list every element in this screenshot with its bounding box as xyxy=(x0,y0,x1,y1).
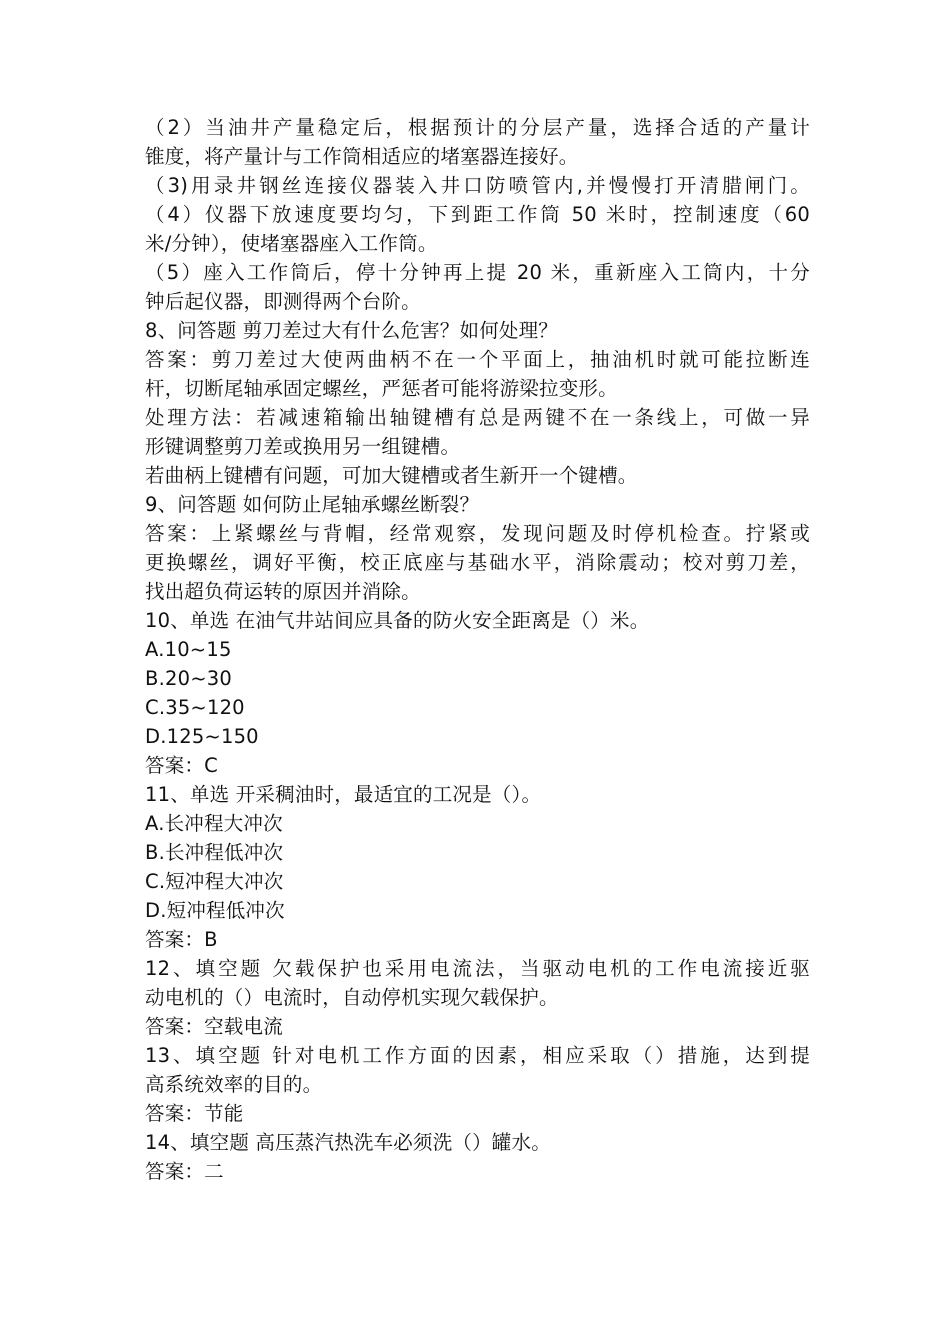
text-line: 形键调整剪刀差或换用另一组键槽。 xyxy=(145,435,461,458)
text-line: 若曲柄上键槽有问题，可加大键槽或者生新开一个键槽。 xyxy=(145,464,638,487)
text-line: 找出超负荷运转的原因并消除。 xyxy=(145,580,421,603)
document-body xyxy=(145,113,810,1186)
text-line: 9、问答题 如何防止尾轴承螺丝断裂？ xyxy=(145,493,480,516)
text-line: 米/分钟），使堵塞器座入工作筒。 xyxy=(145,232,438,255)
text-line: 答案：剪刀差过大使两曲柄不在一个平面上，抽油机时就可能拉断连 xyxy=(145,348,810,371)
text-line: C.短冲程大冲次 xyxy=(145,870,284,893)
text-line: B.长冲程低冲次 xyxy=(145,841,284,864)
text-line: C.35~120 xyxy=(145,696,245,719)
text-line: 10、单选 在油气井站间应具备的防火安全距离是（）米。 xyxy=(145,609,650,632)
text-line: 答案：上紧螺丝与背帽，经常观察，发现问题及时停机检查。拧紧或 xyxy=(145,522,810,545)
text-line: 答案：二 xyxy=(145,1160,224,1183)
text-line: 答案：空载电流 xyxy=(145,1015,283,1038)
text-line: 更换螺丝，调好平衡，校正底座与基础水平，消除震动；校对剪刀差， xyxy=(145,551,810,574)
text-line: D.短冲程低冲次 xyxy=(145,899,285,922)
text-line: B.20~30 xyxy=(145,667,232,690)
text-line: 答案：B xyxy=(145,928,218,951)
text-line: （4）仪器下放速度要均匀，下到距工作筒 50 米时，控制速度（60 xyxy=(145,203,810,226)
text-line: （5）座入工作筒后，停十分钟再上提 20 米，重新座入工筒内，十分 xyxy=(145,261,810,284)
text-line: 12、填空题 欠载保护也采用电流法，当驱动电机的工作电流接近驱 xyxy=(145,957,810,980)
text-line: 动电机的（）电流时，自动停机实现欠载保护。 xyxy=(145,986,559,1009)
text-line: A.长冲程大冲次 xyxy=(145,812,283,835)
text-line: 钟后起仪器，即测得两个台阶。 xyxy=(145,290,421,313)
text-line: 高系统效率的目的。 xyxy=(145,1073,323,1096)
text-line: 杆，切断尾轴承固定螺丝，严惩者可能将游梁拉变形。 xyxy=(145,377,618,400)
text-line: 8、问答题 剪刀差过大有什么危害？如何处理？ xyxy=(145,319,559,342)
text-line: （3)用录井钢丝连接仪器装入井口防喷管内,并慢慢打开清腊闸门。 xyxy=(145,174,810,197)
text-line: D.125~150 xyxy=(145,725,259,748)
text-line: （2）当油井产量稳定后，根据预计的分层产量，选择合适的产量计 xyxy=(145,116,810,139)
text-line: A.10~15 xyxy=(145,638,232,661)
text-line: 11、单选 开采稠油时，最适宜的工况是（）。 xyxy=(145,783,542,806)
text-line: 14、填空题 高压蒸汽热洗车必须洗（）罐水。 xyxy=(145,1131,551,1154)
text-line: 处理方法：若减速箱输出轴键槽有总是两键不在一条线上，可做一异 xyxy=(145,406,810,429)
text-line: 锥度，将产量计与工作筒相适应的堵塞器连接好。 xyxy=(145,145,579,168)
text-line: 答案：节能 xyxy=(145,1102,244,1125)
text-line: 13、填空题 针对电机工作方面的因素，相应采取（）措施，达到提 xyxy=(145,1044,810,1067)
text-line: 答案：C xyxy=(145,754,218,777)
